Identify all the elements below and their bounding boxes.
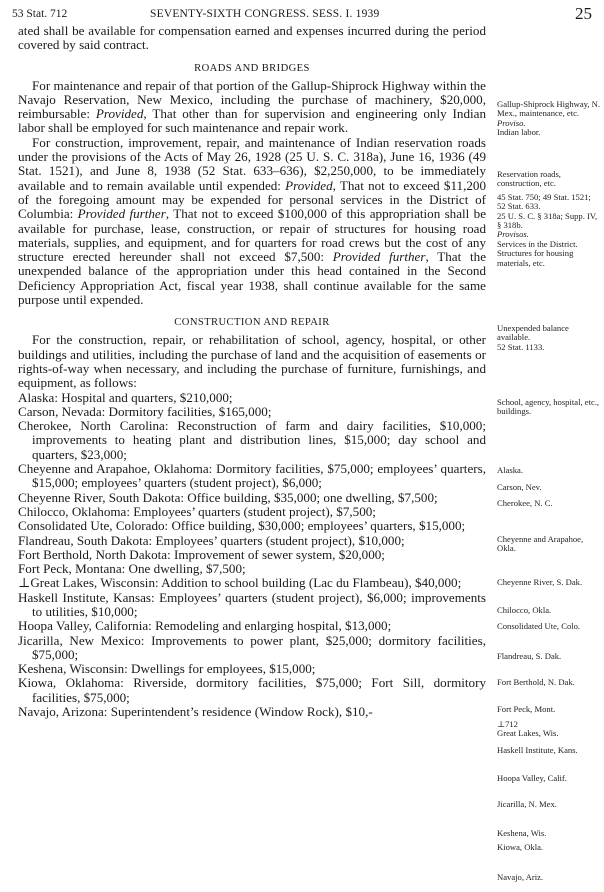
construction-paragraph: For the construction, repair, or rehabilitation of school, agency, hospital, or other buildings and utilities, including the purchase of land and the acquisition of easements or rights-of-way when necessary, and including the purchase of furniture, furnishings, and equipment, as follows: — [18, 332, 486, 391]
item-jicarilla: Jicarilla, New Mexico: Improvements to power plant, $25,000; dormitory facilities, $75,000; — [18, 632, 486, 662]
margin-note-hoopa-valley: Hoopa Valley, Calif. — [497, 773, 567, 783]
margin-note-reservation-roads: Reservation roads, construction, etc. 45 Stat. 750; 49 Stat. 1521; 52 Stat. 633. 25 U. S. C. § 318a; Supp. IV, § 318b. Provisos. Services in the District. Structures for housing materials, etc. — [497, 169, 598, 268]
margin-note-chilocco: Chilocco, Okla. — [497, 605, 552, 615]
margin-note-fort-peck: Fort Peck, Mont. — [497, 704, 556, 714]
roads-heading: ROADS AND BRIDGES — [194, 62, 310, 74]
margin-note-cheyenne-river: Cheyenne River, S. Dak. — [497, 577, 583, 587]
intro-paragraph: ated shall be available for compensation earned and expenses incurred during the period covered by said contract. — [18, 23, 486, 53]
margin-note-haskell: Haskell Institute, Kans. — [497, 745, 578, 755]
item-fort-berthold: Fort Berthold, North Dakota: Improvement of sewer system, $20,000; — [18, 546, 385, 562]
margin-note-great-lakes: ⊥712 Great Lakes, Wis. — [497, 719, 559, 739]
margin-note-gallup: Gallup-Shiprock Highway, N. Mex., maintenance, etc. Proviso. Indian labor. — [497, 99, 601, 138]
gallup-paragraph: For maintenance and repair of that portion of the Gallup-Shiprock Highway within the Navajo Reservation, New Mexico, including the purchase of machinery, $20,000, reimbursable: Provided, That other than for supervision and engineering only Indian labor shall be employed for such maintenance and repair work. — [18, 77, 486, 136]
item-keshena: Keshena, Wisconsin: Dwellings for employees, $15,000; — [18, 661, 316, 677]
page-number: 25 — [575, 4, 592, 23]
margin-note-consolidated-ute: Consolidated Ute, Colo. — [497, 621, 581, 631]
item-haskell: Haskell Institute, Kansas: Employees’ quarters (student project), $6,000; improvements to utilities, $10,000; — [18, 589, 486, 619]
margin-note-alaska: Alaska. — [497, 465, 524, 475]
margin-note-flandreau: Flandreau, S. Dak. — [497, 651, 562, 661]
reservation-roads-paragraph: For construction, improvement, repair, and maintenance of Indian reservation roads under the provisions of the Acts of May 26, 1928 (25 U. S. C. 318a), June 16, 1936 (49 Stat. 1521), and June 8, 1938 (52 Stat. 633–636), $2,250,000, to be immediately available and to remain available until expended: Provided, That not to exceed $11,200 of the foregoing amount may be expended for personal services in the District of Columbia: Provided further, That not to exceed $100,000 of this appropriation shall be available for purchase, lease, construction, or repair of structures for housing road materials, supplies, and equipment, and for quarters for road crews but the cost of any structure erected hereunder shall not exceed $7,500: Provided further, That the unexpended balance of the appropriation under this head contained in the Second Deficiency Appropriation Act, fiscal year 1938, shall continue available for the same purpose until expended. — [18, 134, 487, 308]
running-head: SEVENTY-SIXTH CONGRESS. SESS. I. 1939 — [150, 8, 380, 20]
margin-note-navajo: Navajo, Ariz. — [497, 872, 544, 882]
margin-note-fort-berthold: Fort Berthold, N. Dak. — [497, 677, 575, 687]
margin-note-keshena: Keshena, Wis. — [497, 828, 547, 838]
margin-note-unexpended: Unexpended balance available. 52 Stat. 1133. — [497, 323, 569, 352]
item-carson: Carson, Nevada: Dormitory facilities, $165,000; — [18, 403, 272, 419]
margin-note-cherokee: Cherokee, N. C. — [497, 498, 553, 508]
item-fort-peck: Fort Peck, Montana: One dwelling, $7,500; — [18, 561, 246, 577]
item-navajo: Navajo, Arizona: Superintendent’s residence (Window Rock), $10,- — [18, 704, 373, 720]
statute-citation: 53 Stat. 712 — [12, 8, 68, 20]
item-chilocco: Chilocco, Oklahoma: Employees’ quarters (student project), $7,500; — [18, 503, 376, 519]
margin-note-school-buildings: School, agency, hospital, etc., buildings. — [497, 397, 600, 417]
item-consolidated-ute: Consolidated Ute, Colorado: Office building, $30,000; employees’ quarters, $15,000; — [18, 518, 466, 534]
margin-note-cheyenne-arapahoe: Cheyenne and Arapahoe, Okla. — [497, 534, 584, 554]
item-great-lakes: ⊥Great Lakes, Wisconsin: Addition to school building (Lac du Flambeau), $40,000; — [18, 575, 462, 591]
margin-note-kiowa: Kiowa, Okla. — [497, 842, 544, 852]
margin-note-carson: Carson, Nev. — [497, 482, 542, 492]
item-cheyenne-arapahoe: Cheyenne and Arapahoe, Oklahoma: Dormitory facilities, $75,000; employees’ quarters, $15,000; employees’ quarters (student project), $6,000; — [18, 461, 486, 491]
item-kiowa: Kiowa, Oklahoma: Riverside, dormitory facilities, $75,000; Fort Sill, dormitory facilities, $75,000; — [18, 675, 486, 705]
item-hoopa-valley: Hoopa Valley, California: Remodeling and enlarging hospital, $13,000; — [18, 618, 392, 634]
margin-note-jicarilla: Jicarilla, N. Mex. — [497, 799, 557, 809]
item-flandreau: Flandreau, South Dakota: Employees’ quarters (student project), $10,000; — [18, 532, 405, 548]
item-alaska: Alaska: Hospital and quarters, $210,000; — [18, 389, 233, 405]
construction-heading: CONSTRUCTION AND REPAIR — [174, 317, 330, 329]
item-cherokee: Cherokee, North Carolina: Reconstruction of farm and dairy facilities, $10,000; improvements to heating plant and distribution lines, $15,000; day school and quarters, $23,000; — [18, 418, 486, 462]
item-cheyenne-river: Cheyenne River, South Dakota: Office building, $35,000; one dwelling, $7,500; — [18, 489, 438, 505]
